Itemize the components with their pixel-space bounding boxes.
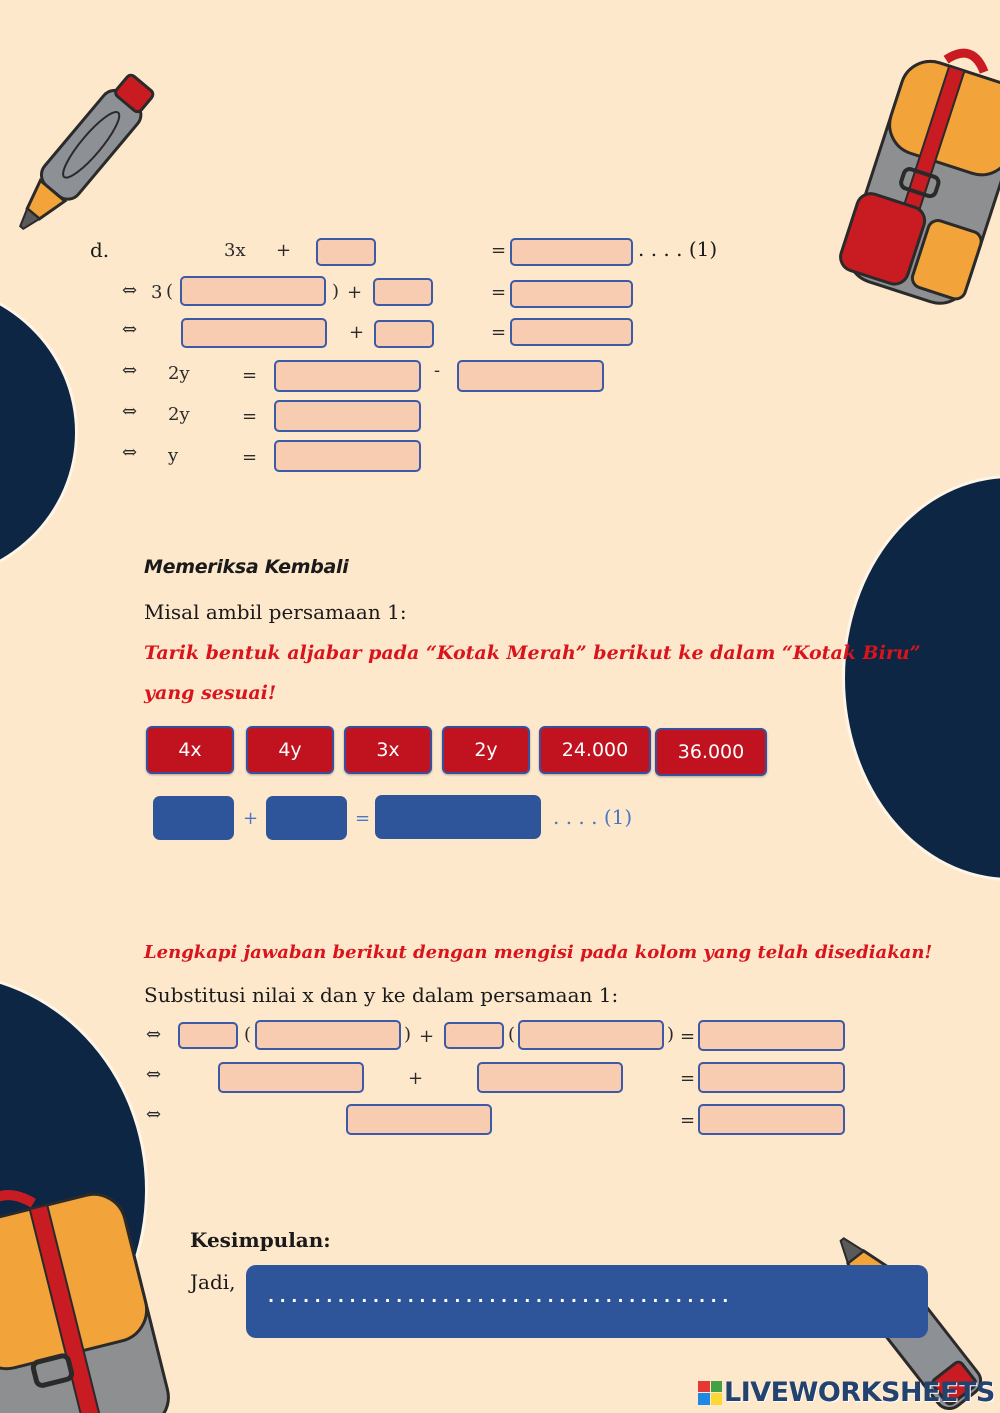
answer-box[interactable]	[181, 318, 327, 348]
plus-sign: +	[243, 808, 259, 829]
answer-box[interactable]	[698, 1062, 845, 1093]
answer-box[interactable]	[518, 1020, 664, 1050]
variable-y: y	[168, 445, 179, 466]
equivalence-arrow-icon: ⇔	[122, 401, 138, 422]
variable-2y: 2y	[168, 404, 190, 425]
close-paren: )	[404, 1024, 412, 1045]
liveworksheets-logo	[698, 1377, 995, 1408]
close-paren: )	[332, 281, 340, 302]
equals-sign: =	[680, 1110, 696, 1131]
equivalence-arrow-icon: ⇔	[146, 1104, 162, 1125]
equals-sign: =	[491, 322, 507, 343]
answer-box[interactable]	[510, 238, 633, 266]
part-label: d.	[90, 238, 110, 262]
intro-text: Substitusi nilai x dan y ke dalam persamaan 1:	[144, 983, 619, 1007]
instruction-text: Tarik bentuk aljabar pada “Kotak Merah” berikut ke dalam “Kotak Biru”	[144, 642, 921, 664]
equivalence-arrow-icon: ⇔	[122, 360, 138, 381]
equivalence-arrow-icon: ⇔	[122, 442, 138, 463]
drag-tile-2y[interactable]: 2y	[442, 726, 530, 774]
minus-sign: -	[434, 360, 441, 381]
answer-box[interactable]	[698, 1020, 845, 1051]
equivalence-arrow-icon: ⇔	[146, 1024, 162, 1045]
equals-sign: =	[680, 1068, 696, 1089]
coefficient-3: 3	[151, 282, 163, 303]
answer-box[interactable]	[178, 1022, 238, 1049]
answer-box[interactable]	[255, 1020, 401, 1050]
equals-sign: =	[355, 808, 371, 829]
decor-circle-left-top	[0, 285, 75, 580]
equals-sign: =	[242, 406, 258, 427]
answer-box[interactable]	[274, 360, 421, 392]
equals-sign: =	[491, 282, 507, 303]
equivalence-arrow-icon: ⇔	[122, 280, 138, 301]
logo-mark-icon	[698, 1381, 722, 1405]
drag-tile-24000[interactable]: 24.000	[539, 726, 651, 774]
decor-circle-right	[845, 478, 1000, 878]
equation-ref: . . . . (1)	[638, 237, 718, 261]
drop-target[interactable]	[375, 795, 541, 839]
answer-box[interactable]	[510, 280, 633, 308]
open-paren: (	[244, 1024, 252, 1045]
equivalence-arrow-icon: ⇔	[146, 1064, 162, 1085]
intro-text: Misal ambil persamaan 1:	[144, 600, 407, 624]
answer-box[interactable]	[316, 238, 376, 266]
term-3x: 3x	[224, 240, 246, 261]
answer-box[interactable]	[274, 400, 421, 432]
equation-ref: . . . . (1)	[553, 805, 633, 829]
backpack-icon	[848, 40, 1000, 315]
jadi-text: Jadi,	[190, 1270, 236, 1294]
placeholder-dots: . . . . . . . . . . . . . . . . . . . . . . . . . . . . . . . . . . . . . . . .	[268, 1287, 729, 1306]
backpack-icon	[0, 1180, 160, 1413]
equals-sign: =	[491, 240, 507, 261]
drag-tile-4y[interactable]: 4y	[246, 726, 334, 774]
equivalence-arrow-icon: ⇔	[122, 319, 138, 340]
plus-sign: +	[419, 1026, 435, 1047]
instruction-text: yang sesuai!	[144, 682, 277, 704]
marker-icon	[0, 60, 170, 250]
equals-sign: =	[242, 447, 258, 468]
drop-target[interactable]	[266, 796, 347, 840]
drag-tile-4x[interactable]: 4x	[146, 726, 234, 774]
answer-box[interactable]	[346, 1104, 492, 1135]
answer-box[interactable]	[477, 1062, 623, 1093]
conclusion-label: Kesimpulan:	[190, 1228, 331, 1252]
equals-sign: =	[680, 1026, 696, 1047]
equals-sign: =	[242, 365, 258, 386]
close-paren: )	[667, 1024, 675, 1045]
answer-box[interactable]	[218, 1062, 364, 1093]
drop-target[interactable]	[153, 796, 234, 840]
answer-box[interactable]	[274, 440, 421, 472]
answer-box[interactable]	[180, 276, 326, 306]
plus-sign: +	[347, 282, 363, 303]
answer-box[interactable]	[373, 278, 433, 306]
answer-box[interactable]	[444, 1022, 504, 1049]
answer-box[interactable]	[374, 320, 434, 348]
open-paren: (	[508, 1024, 516, 1045]
plus-sign: +	[349, 322, 365, 343]
drag-tile-3x[interactable]: 3x	[344, 726, 432, 774]
watermark-text: LIVEWORKSHEETS	[724, 1377, 995, 1408]
instruction-text: Lengkapi jawaban berikut dengan mengisi pada kolom yang telah disediakan!	[144, 942, 933, 963]
variable-2y: 2y	[168, 363, 190, 384]
section-heading: Memeriksa Kembali	[144, 556, 349, 578]
conclusion-input[interactable]	[246, 1265, 928, 1338]
plus-sign: +	[276, 240, 292, 261]
answer-box[interactable]	[698, 1104, 845, 1135]
plus-sign: +	[408, 1068, 424, 1089]
answer-box[interactable]	[510, 318, 633, 346]
drag-tile-36000[interactable]: 36.000	[655, 728, 767, 776]
open-paren: (	[166, 281, 174, 302]
answer-box[interactable]	[457, 360, 604, 392]
